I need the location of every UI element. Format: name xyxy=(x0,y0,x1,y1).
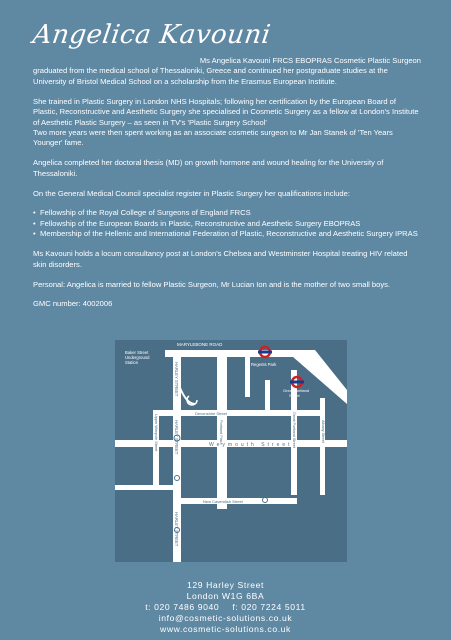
gmc-number: GMC number: 4002006 xyxy=(33,299,113,309)
map-graphic xyxy=(115,340,347,562)
label-upper-wimpole-street: Upper Wimpole Street xyxy=(154,414,158,452)
locum-paragraph: Ms Kavouni holds a locum consultancy post at London's Chelsea and Westminster Hospital treating HIV related skin disorders. xyxy=(33,249,408,269)
label-new-cavendish-street: New Cavendish Street xyxy=(203,499,243,504)
label-great-portland-street: Great Portland Street xyxy=(292,412,296,448)
register-paragraph: On the General Medical Council specialist register in Plastic Surgery her qualifications include: xyxy=(33,188,350,198)
label-euston-road: EUSTON ROAD xyxy=(308,360,342,389)
road-devonshire xyxy=(153,410,325,416)
biography xyxy=(33,56,421,319)
road-left-connector xyxy=(115,485,173,490)
location-pin-icon xyxy=(175,476,180,481)
intro-title-line: Ms Angelica Kavouni FRCS EBOPRAS Cosmetic Plastic Surgeon xyxy=(199,56,421,65)
label-portland-place: Portland Place xyxy=(219,420,223,445)
label-harley-street-bottom: HARLEY STREET xyxy=(174,512,179,547)
qualification-item: • Membership of the Hellenic and International Federation of Plastic, Reconstructive and Aesthetic Surgery IPRAS xyxy=(33,229,421,239)
label-devonshire-street: Devonshire Street xyxy=(195,411,228,416)
label-baker-street-3: Station xyxy=(125,360,139,365)
intro-paragraph xyxy=(33,56,421,87)
contact-block xyxy=(0,580,451,635)
doctoral-paragraph: Angelica completed her doctoral thesis (MD) on growth hormone and wound healing for the University of Thessaloniki. xyxy=(33,158,384,178)
phone-fax-row xyxy=(0,602,451,613)
label-harley-street-mid: HARLEY STREET xyxy=(174,420,179,455)
address-line-1: 129 Harley Street xyxy=(186,580,265,590)
personal-paragraph: Personal: Angelica is married to fellow Plastic Surgeon, Mr Lucian Ion and is the mother of two small boys. xyxy=(33,279,391,289)
training-text: She trained in Plastic Surgery in London NHS Hospitals; following her certification by the European Board of Plastic, Reconstructive and Aesthetic Surgery she specialised in Cosmetic Surgery as a fellow at London's Institute of Aesthetic Plastic Surgery – as seen in TV's 'Plastic Surgery School' xyxy=(33,96,419,127)
qualifications-list xyxy=(33,208,421,239)
label-albany-street: Albany Street xyxy=(321,420,325,443)
label-marylebone-road: MARYLEBONE ROAD xyxy=(177,342,223,347)
label-great-portland-1: Great Portland xyxy=(283,388,310,393)
location-pin-icon xyxy=(263,498,268,503)
intro-text: graduated from the medical school of Thessaloniki, Greece and continued her postgraduate studies at the University of Bristol Medical School on a scholarship from the Erasmus European Institute. xyxy=(33,66,388,86)
training-paragraph xyxy=(33,97,421,128)
label-regents-park: Regents Park xyxy=(251,362,277,367)
phone-number: t: 020 7486 9040 xyxy=(145,602,220,612)
email-link[interactable]: info@cosmetic-solutions.co.uk xyxy=(158,613,293,623)
label-weymouth-street: Weymouth Street xyxy=(209,442,293,448)
qualification-item: • Fellowship of the European Boards in Plastic, Reconstructive and Aesthetic Surgery EBOPRAS xyxy=(33,219,421,229)
label-harley-street-top: HARLEY STREET xyxy=(174,362,179,397)
address-line-2: London W1G 6BA xyxy=(186,591,265,601)
road-park-east xyxy=(245,357,250,397)
website-link[interactable]: www.cosmetic-solutions.co.uk xyxy=(160,624,291,634)
label-great-portland-2: Street xyxy=(289,393,300,398)
label-baker-street-2: Underground xyxy=(125,355,150,360)
associate-paragraph: Two more years were then spent working as an associate cosmetic surgeon to Mr Jan Stanek of 'Ten Years Younger' fame. xyxy=(33,127,393,148)
location-map xyxy=(115,340,347,562)
label-baker-street-1: Baker Street xyxy=(125,350,149,355)
fax-number: f: 020 7224 5011 xyxy=(232,602,306,612)
signature: Angelica Kavouni xyxy=(30,20,273,50)
qualification-item: • Fellowship of the Royal College of Surgeons of England FRCS xyxy=(33,208,421,218)
road-park-east-2 xyxy=(265,380,270,410)
